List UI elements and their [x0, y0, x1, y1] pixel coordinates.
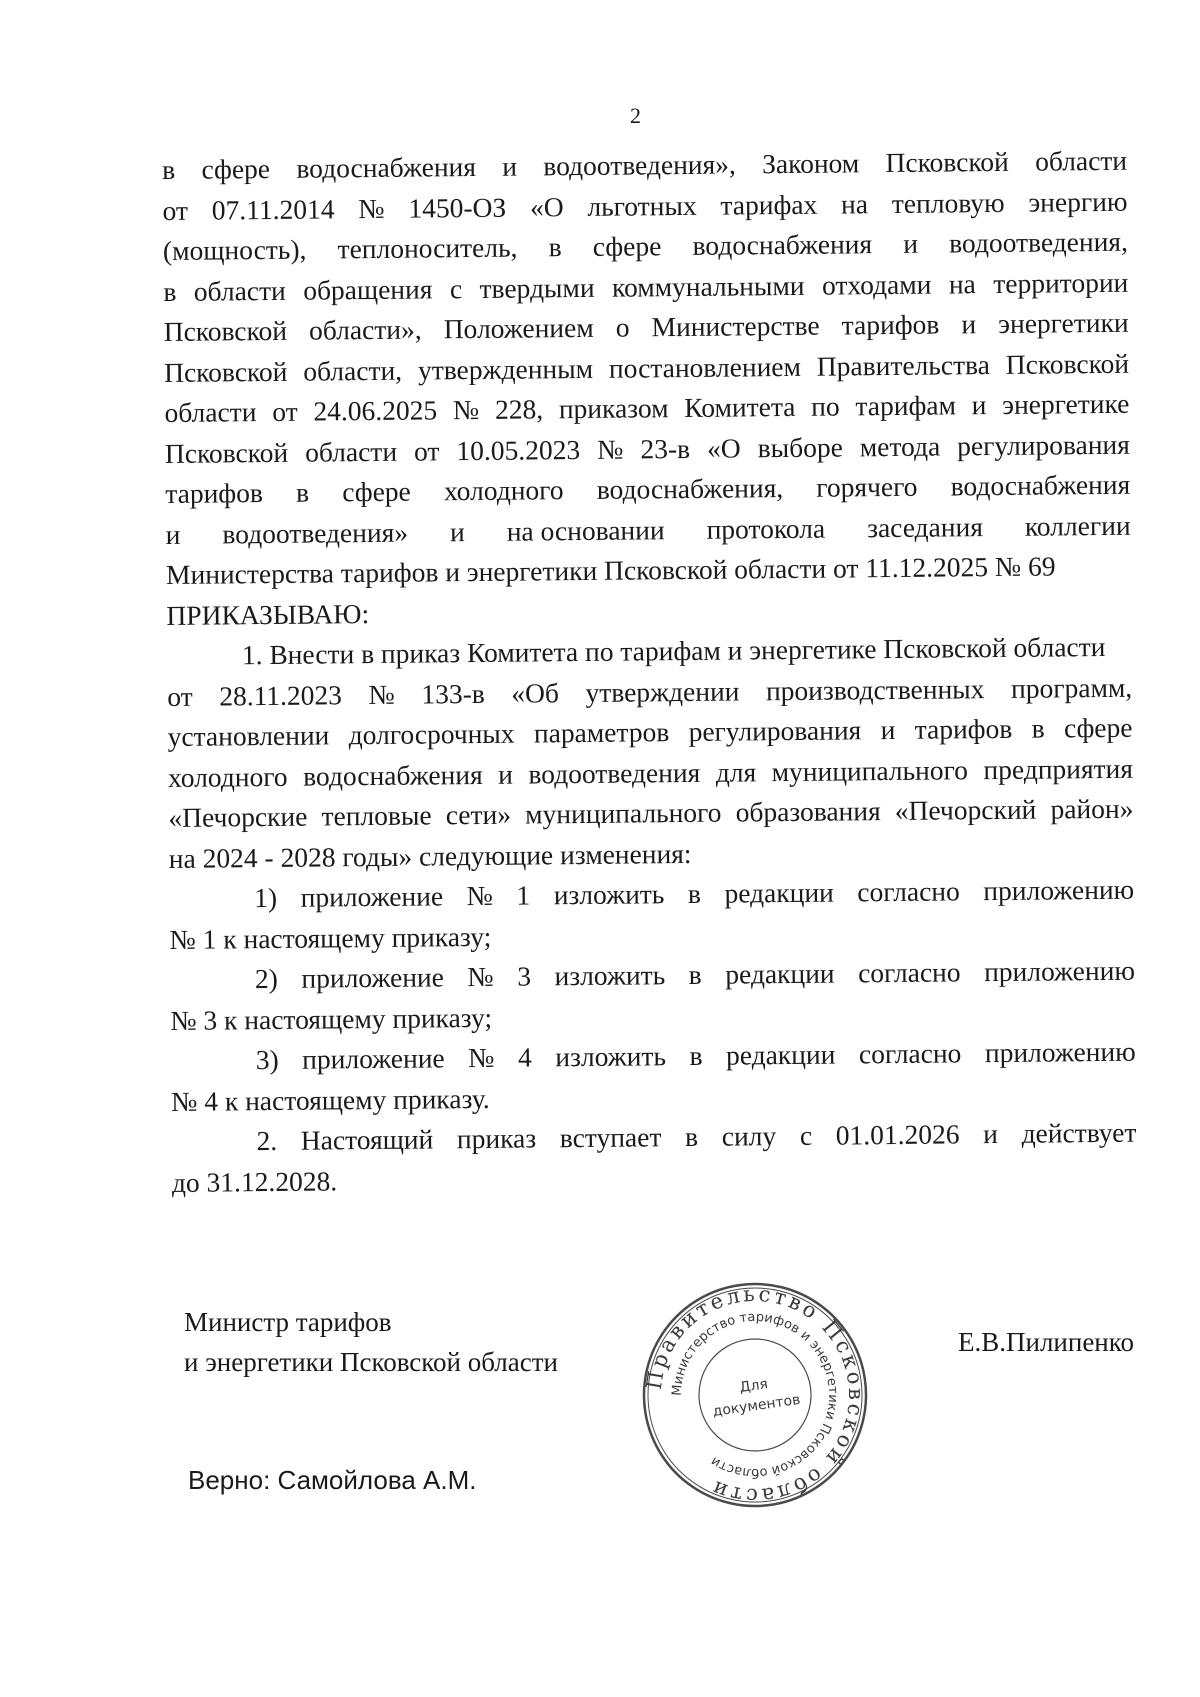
stamp-center-line-1: Для [738, 1376, 769, 1396]
word: 1. Внести в приказ Комитета по тарифам и энергетике Псковской области [241, 630, 1106, 671]
word: образования [735, 795, 881, 828]
word: водоотведения, [948, 225, 1129, 259]
word: № [452, 393, 480, 426]
word: действует [1021, 1116, 1137, 1149]
word: холодного [443, 474, 564, 507]
word: твердыми [479, 271, 595, 304]
word: заседания [866, 510, 984, 543]
word: горячего [816, 470, 918, 503]
word: от [272, 395, 298, 427]
word: области [1034, 144, 1128, 177]
word: производственных [765, 672, 985, 706]
word: 07.11.2014 [211, 192, 335, 226]
word: 1450-ОЗ [408, 191, 507, 224]
word: приложению [983, 873, 1135, 907]
word: в [688, 958, 702, 990]
word: предприятия [983, 752, 1134, 785]
stamp-inner-text: Министерство тарифов и энергетики Псковской области [669, 1309, 841, 1481]
word: тарифам [855, 389, 957, 422]
word: льготных [587, 189, 697, 222]
word: метода [859, 430, 941, 462]
word: области [193, 274, 286, 307]
word: области, [303, 354, 403, 387]
word: выборе [757, 430, 843, 463]
word: Законом [762, 147, 860, 180]
word: от [167, 680, 193, 712]
word: и [903, 227, 919, 259]
word: сфере [592, 230, 662, 262]
word: 28.11.2023 [219, 678, 343, 711]
word: «Печорские [168, 800, 308, 833]
word: в [162, 153, 176, 185]
word: водоотведения» [222, 516, 409, 549]
word: Псковской [163, 314, 288, 347]
stamp-center-line-2: документов [711, 1391, 802, 1420]
official-stamp [625, 1265, 885, 1525]
word: 228, [494, 393, 544, 425]
word: муниципального [525, 796, 722, 830]
word: в [295, 476, 310, 508]
signatory-title [184, 1302, 558, 1382]
word: в [687, 877, 702, 909]
word: редакции [725, 957, 835, 990]
word: о [615, 311, 630, 343]
word: приложение [302, 1042, 445, 1075]
word: на основании [506, 513, 665, 547]
signatory-title-line-1: Министр тарифов [184, 1307, 392, 1337]
stamp-outer-text: Правительство Псковской области [641, 1281, 869, 1509]
word: утвержденным [417, 352, 594, 386]
word: № [368, 678, 395, 710]
word: «О [529, 190, 564, 222]
word: для [715, 755, 757, 788]
subitem [171, 1032, 1137, 1122]
word: муниципального [771, 753, 969, 787]
word: и [502, 150, 518, 182]
word: коллегии [1024, 509, 1131, 542]
word: № [466, 879, 494, 912]
stamp-outer-ring [630, 1270, 881, 1521]
word: и [498, 758, 514, 790]
preamble-last-line: Министерства тарифов и энергетики Псковской области от 11.12.2025 № 69 [165, 550, 1056, 590]
word: энергетике [1002, 387, 1130, 420]
certified-copy-note: Верно: Самойлова А.М. [188, 1465, 477, 1495]
word: сфере [1063, 711, 1133, 744]
word: территории [993, 266, 1129, 299]
word: с [799, 1119, 813, 1151]
word: утверждении [585, 674, 740, 708]
word: согласно [858, 1037, 962, 1070]
word: Псковской [885, 145, 1009, 179]
order-word: ПРИКАЗЫВАЮ: [166, 597, 370, 631]
word: теплоноситель, [337, 231, 518, 265]
word: водоснабжения [692, 228, 873, 261]
word: энергию [1028, 185, 1128, 218]
word: 2. [256, 1124, 278, 1157]
word: тепловые [321, 799, 432, 832]
word: редакции [725, 1038, 836, 1071]
word: в [548, 231, 562, 263]
word: области [304, 435, 398, 468]
word: постановлением [608, 350, 802, 384]
subitem-second-line: № 4 к настоящему приказу. [170, 1082, 490, 1117]
subitem [170, 951, 1136, 1041]
word: № [468, 1041, 495, 1074]
word: Комитета [684, 390, 796, 423]
word: области [164, 396, 257, 428]
word: на [948, 267, 976, 299]
word: Министерстве [651, 309, 820, 343]
word: изложить [554, 959, 666, 992]
word: в [684, 1120, 699, 1153]
word: водоснабжения [302, 758, 483, 792]
word: район» [1050, 792, 1134, 825]
word: по [811, 390, 840, 422]
word: приказ [456, 1122, 537, 1155]
word: вступает [559, 1121, 662, 1154]
word: тепловую [891, 186, 1005, 219]
word: в [163, 275, 177, 307]
page-number: 2 [630, 103, 641, 128]
item-1-last-line: на 2024 - 2028 годы» следующие изменения: [168, 837, 692, 874]
word: согласно [857, 875, 960, 908]
word: силу [721, 1120, 777, 1152]
word: Настоящий [300, 1123, 434, 1156]
word: приложению [984, 1035, 1136, 1069]
word: 24.06.2025 [313, 394, 438, 427]
word: регулирования [957, 428, 1130, 461]
word: области», [308, 313, 422, 346]
word: водоснабжения, [596, 472, 784, 505]
word: долгосрочных [348, 717, 515, 751]
word: на [840, 187, 869, 219]
word: «О [706, 431, 741, 464]
word: «Печорский [894, 793, 1037, 826]
word: и [971, 389, 987, 421]
word: изложить [555, 1040, 667, 1073]
subitems-list [169, 870, 1136, 1122]
word: 1) [254, 881, 278, 914]
subitem-second-line: № 1 к настоящему приказу; [169, 920, 492, 955]
word: водоотведения», [543, 148, 736, 182]
word: 133-в [421, 677, 485, 710]
word: сфере [342, 475, 411, 508]
word: обращения [303, 272, 433, 306]
word: от [162, 194, 189, 226]
word: тарифов [914, 712, 1013, 745]
word: (мощность), [162, 233, 307, 266]
word: водоотведения [528, 756, 701, 790]
word: и [983, 1118, 999, 1150]
word: 4 [517, 1041, 532, 1073]
word: сети» [445, 798, 512, 831]
word: протокола [706, 512, 826, 545]
word: приложение [301, 961, 445, 994]
item-1 [167, 627, 1134, 839]
word: с [449, 272, 463, 304]
word: № [467, 960, 494, 993]
word: приложение [300, 880, 444, 913]
body-text [162, 141, 1137, 1203]
word: изложить [553, 878, 665, 911]
word: энергетики [998, 306, 1129, 339]
word: приложению [983, 954, 1136, 988]
word: редакции [724, 876, 834, 909]
word: согласно [857, 956, 961, 989]
word: водоснабжения [950, 468, 1131, 502]
subitem-second-line: № 3 к настоящему приказу; [170, 1001, 493, 1036]
word: и [165, 518, 181, 550]
word: тарифах [720, 188, 818, 221]
word: № [358, 192, 385, 224]
signatory-title-line-2: и энергетики Псковской области [184, 1347, 558, 1377]
word: сфере [201, 152, 271, 185]
word: 10.05.2023 [456, 433, 581, 466]
word: программ, [1010, 671, 1133, 704]
word: 23-в [640, 432, 691, 464]
word: Псковской [1005, 347, 1130, 380]
word: и [961, 308, 977, 340]
word: в [689, 1039, 703, 1071]
word: параметров [533, 716, 670, 749]
item-2-second-line: до 31.12.2028. [171, 1164, 338, 1198]
word: в [1031, 712, 1045, 744]
word: отходами [821, 268, 932, 301]
word: Правительства [816, 348, 991, 382]
word: и [449, 515, 465, 547]
word: 3 [517, 960, 532, 992]
word: тарифов [841, 308, 940, 341]
word: 2) [254, 962, 279, 995]
word: тарифов [165, 477, 264, 509]
word: коммунальными [611, 269, 805, 303]
word: регулирования [688, 714, 862, 747]
word: 3) [255, 1043, 279, 1076]
word: приказом [558, 392, 669, 425]
word: и [880, 713, 896, 746]
word: от [413, 434, 440, 467]
word: установлении [167, 719, 330, 752]
word: № [597, 433, 624, 465]
word: «Об [511, 676, 560, 709]
word: Положением [443, 311, 594, 345]
subitem [169, 870, 1135, 960]
preamble-paragraph [162, 141, 1131, 555]
signatory-name: Е.В.Пилипенко [958, 1327, 1135, 1357]
word: Псковской [163, 355, 288, 388]
word: 01.01.2026 [835, 1118, 960, 1151]
word: водоснабжения [296, 150, 477, 184]
word: холодного [167, 760, 288, 793]
word: Псковской [164, 436, 289, 469]
word: 1 [516, 879, 531, 911]
